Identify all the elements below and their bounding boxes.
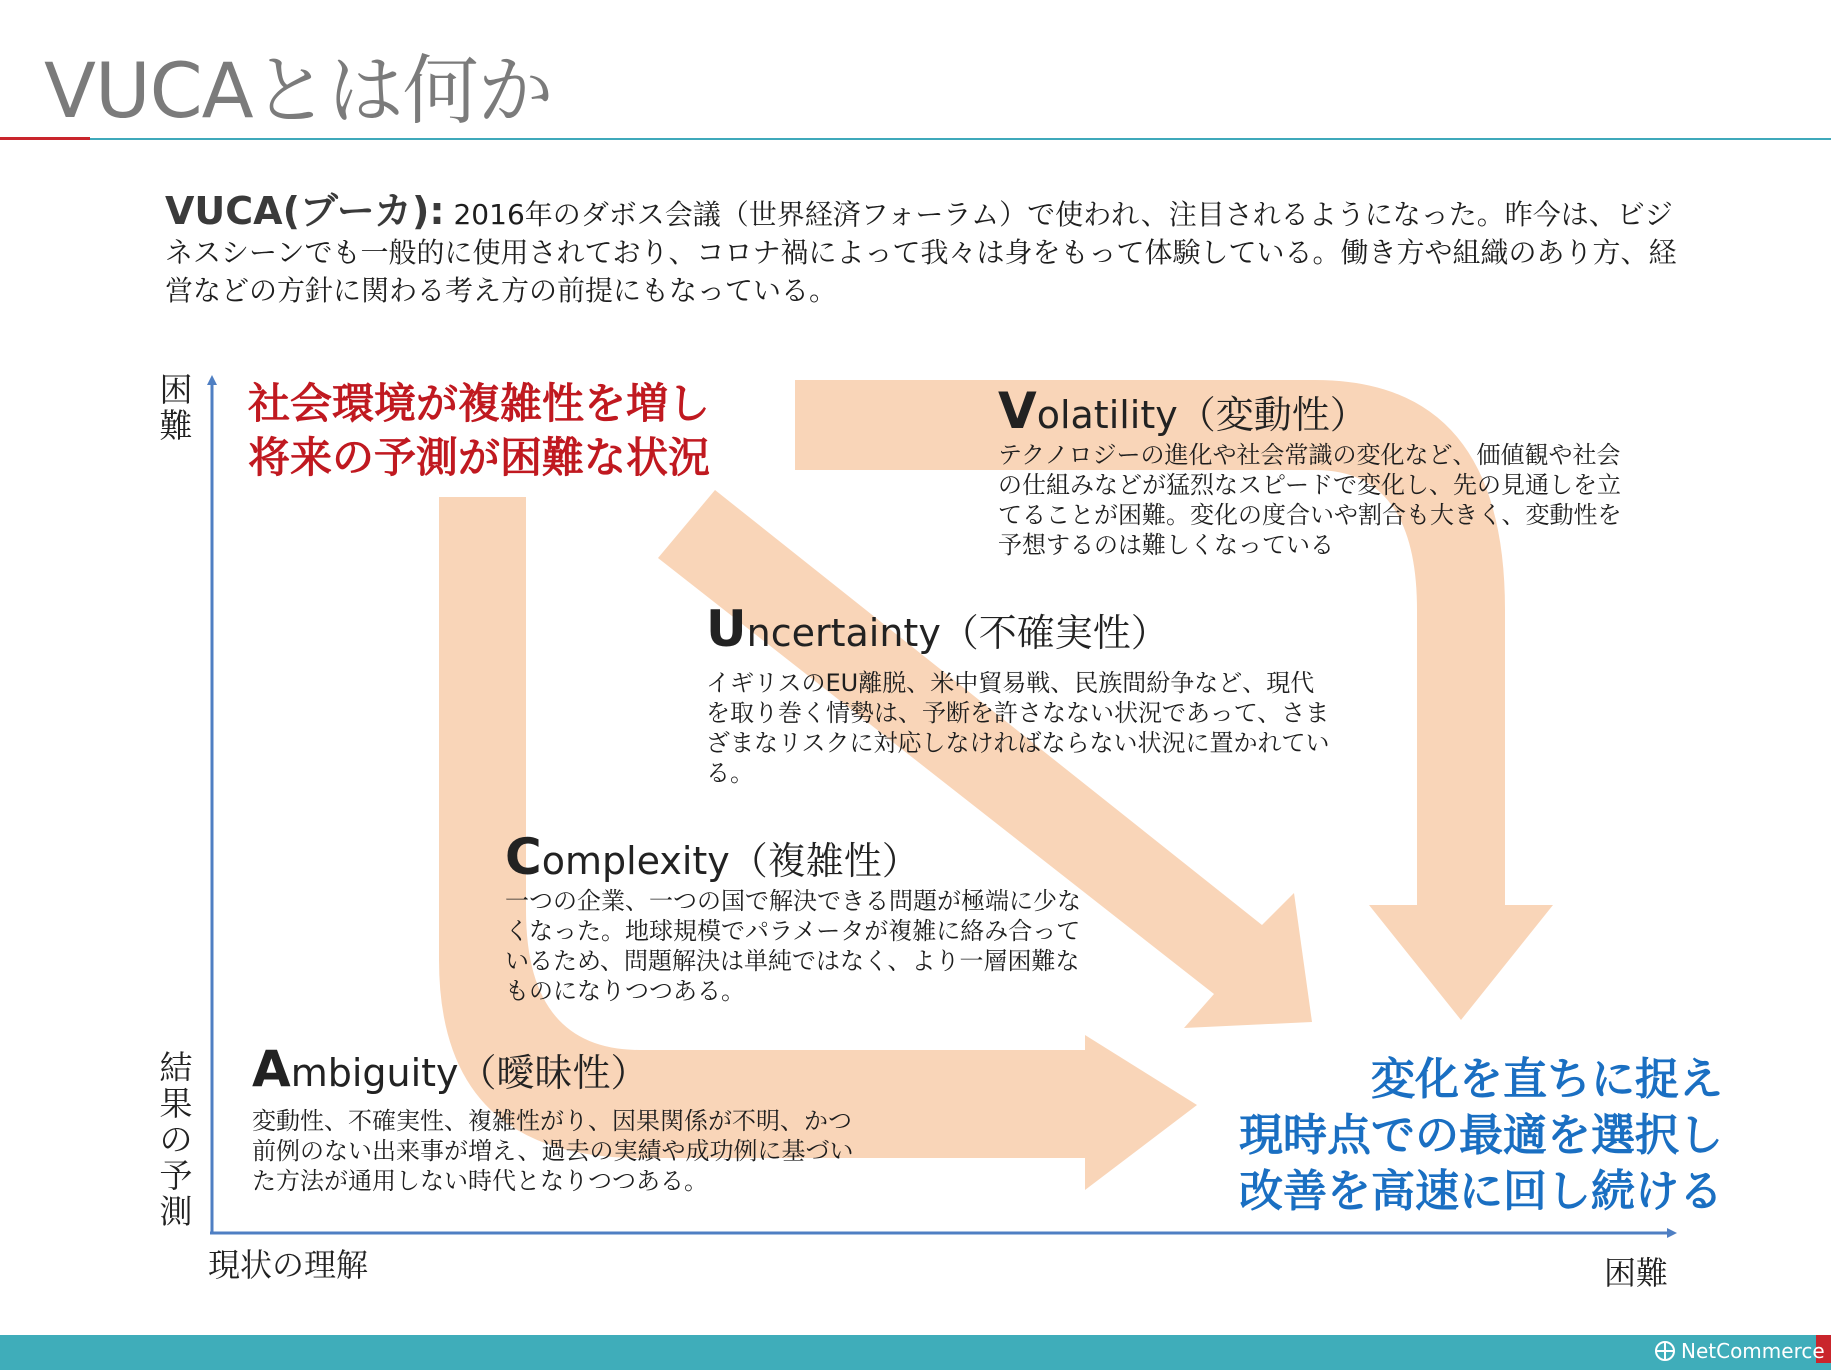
complexity-body: 一つの企業、一つの国で解決できる問題が極端に少なくなった。地球規模でパラメータが複雑に絡み合っているため、問題解決は単純ではなく、より一層困難なものになりつつある。: [505, 887, 1081, 1005]
problem-headline-line: 将来の予測が困難な状況: [248, 433, 711, 482]
ambiguity-initial: A: [252, 1040, 291, 1098]
solution-headline-line: 現時点での最適を選択し: [1239, 1110, 1723, 1161]
uncertainty-title-rest: ncertainty（不確実性）: [746, 611, 1169, 655]
complexity-initial: C: [505, 828, 542, 886]
volatility-section: [998, 382, 1638, 560]
company-logo: [1653, 1339, 1825, 1363]
ambiguity-title-rest: mbiguity（曖昧性）: [290, 1051, 649, 1095]
y-axis-bottom-label: 結果の予測: [159, 1048, 193, 1231]
y-axis-top-label: 困難: [159, 370, 193, 445]
intro-text: 2016年のダボス会議（世界経済フォーラム）で使われ、注目されるようになった。昨今は、ビジネスシーンでも一般的に使用されており、コロナ禍によって我々は身をもって体験している。働き方や組織のあり方、経営などの方針に関わる考え方の前提にもなっている。: [165, 198, 1677, 307]
solution-headline-line: 改善を高速に回し続ける: [1239, 1166, 1723, 1217]
complexity-title: [505, 828, 1095, 886]
uncertainty-title: [706, 600, 1336, 658]
x-axis-right-label: 困難: [1604, 1254, 1669, 1292]
complexity-section: [505, 828, 1095, 1006]
intro-term: VUCA(ブーカ):: [165, 189, 445, 233]
ambiguity-title: [252, 1040, 862, 1098]
logo-text: NetCommerce: [1681, 1339, 1825, 1363]
complexity-title-rest: omplexity（複雑性）: [541, 839, 920, 883]
page-title: VUCAとは何か: [44, 46, 553, 135]
uncertainty-initial: U: [706, 600, 747, 658]
volatility-body: テクノロジーの進化や社会常識の変化など、価値観や社会の仕組みなどが猛烈なスピードで変化し、先の見通しを立てることが困難。変化の度合いや割合も大きく、変動性を予想するのは難しくなっている: [998, 441, 1622, 559]
volatility-title: [998, 382, 1638, 440]
footer-bar: [0, 1335, 1831, 1370]
problem-headline: [248, 377, 710, 485]
solution-headline-line: 変化を直ちに捉え: [1371, 1054, 1723, 1105]
problem-headline-line: 社会環境が複雑性を増し: [248, 379, 711, 428]
solution-headline: [1239, 1052, 1723, 1220]
ambiguity-section: [252, 1040, 862, 1196]
ambiguity-body: 変動性、不確実性、複雑性がり、因果関係が不明、かつ前例のない出来事が増え、過去の実績や成功例に基づいた方法が通用しない時代となりつつある。: [252, 1107, 854, 1195]
uncertainty-section: [706, 600, 1336, 788]
uncertainty-body: イギリスのEU離脱、米中貿易戦、民族間紛争など、現代を取り巻く情勢は、予断を許さなない状況であって、さまざまなリスクに対応しなければならない状況に置かれている。: [706, 669, 1330, 787]
volatility-title-rest: olatility（変動性）: [1036, 393, 1368, 437]
x-axis-left-label: 現状の理解: [208, 1246, 369, 1284]
volatility-initial: V: [998, 382, 1037, 440]
netcommerce-logo-icon: [1653, 1339, 1677, 1363]
